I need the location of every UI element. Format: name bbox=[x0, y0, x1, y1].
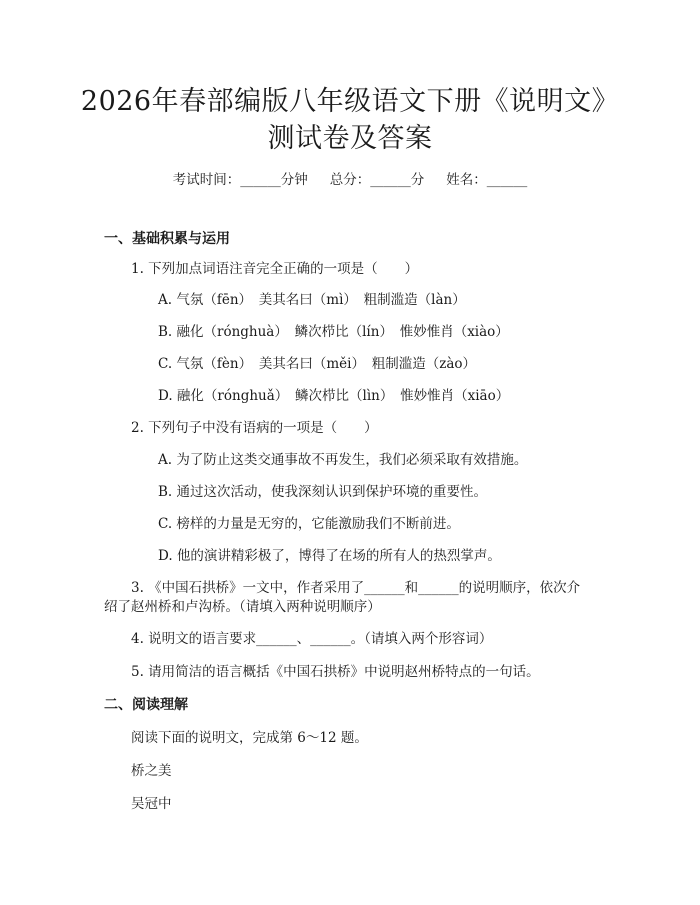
reading-intro: 阅读下面的说明文，完成第 6～12 题。 bbox=[131, 730, 368, 746]
doc-title-line2: 测试卷及答案 bbox=[267, 123, 433, 154]
q1-option-c: C. 气氛（fèn） 美其名曰（měi） 粗制滥造（zào） bbox=[158, 356, 477, 372]
question-1: 1. 下列加点词语注音完全正确的一项是（ ） bbox=[131, 261, 419, 277]
q2-option-a: A. 为了防止这类交通事故不再发生，我们必须采取有效措施。 bbox=[158, 452, 528, 468]
section2-heading: 二、阅读理解 bbox=[104, 697, 188, 713]
article-author: 吴冠中 bbox=[131, 796, 172, 812]
exam-meta bbox=[0, 170, 700, 190]
question-3-line2: 绍了赵州桥和卢沟桥。（请填入两种说明顺序） bbox=[104, 599, 381, 615]
doc-title-line1: 2026年春部编版八年级语文下册《说明文》 bbox=[80, 86, 620, 117]
q1-option-d: D. 融化（rónghuǎ） 鳞次栉比（lìn） 惟妙惟肖（xiāo） bbox=[158, 388, 510, 404]
student-name: 姓名：______ bbox=[446, 172, 528, 188]
section1-heading: 一、基础积累与运用 bbox=[104, 231, 230, 247]
question-3-line1: 3. 《中国石拱桥》一文中，作者采用了______和______的说明顺序，依次介 bbox=[131, 580, 581, 596]
article-title: 桥之美 bbox=[131, 763, 172, 779]
exam-time: 考试时间：______分钟 bbox=[172, 172, 308, 188]
exam-score: 总分：______分 bbox=[329, 172, 425, 188]
question-2: 2. 下列句子中没有语病的一项是（ ） bbox=[131, 420, 378, 436]
q2-option-b: B. 通过这次活动，使我深刻认识到保护环境的重要性。 bbox=[158, 484, 488, 500]
q1-option-a: A. 气氛（fēn） 美其名曰（mì） 粗制滥造（làn） bbox=[158, 292, 466, 308]
question-5: 5. 请用简洁的语言概括《中国石拱桥》中说明赵州桥特点的一句话。 bbox=[131, 664, 540, 680]
question-4: 4. 说明文的语言要求______、______。（请填入两个形容词） bbox=[131, 631, 493, 647]
q2-option-d: D. 他的演讲精彩极了，博得了在场的所有人的热烈掌声。 bbox=[158, 548, 501, 564]
q1-option-b: B. 融化（rónghuà） 鳞次栉比（lín） 惟妙惟肖（xiào） bbox=[158, 324, 509, 340]
q2-option-c: C. 榜样的力量是无穷的，它能激励我们不断前进。 bbox=[158, 516, 460, 532]
